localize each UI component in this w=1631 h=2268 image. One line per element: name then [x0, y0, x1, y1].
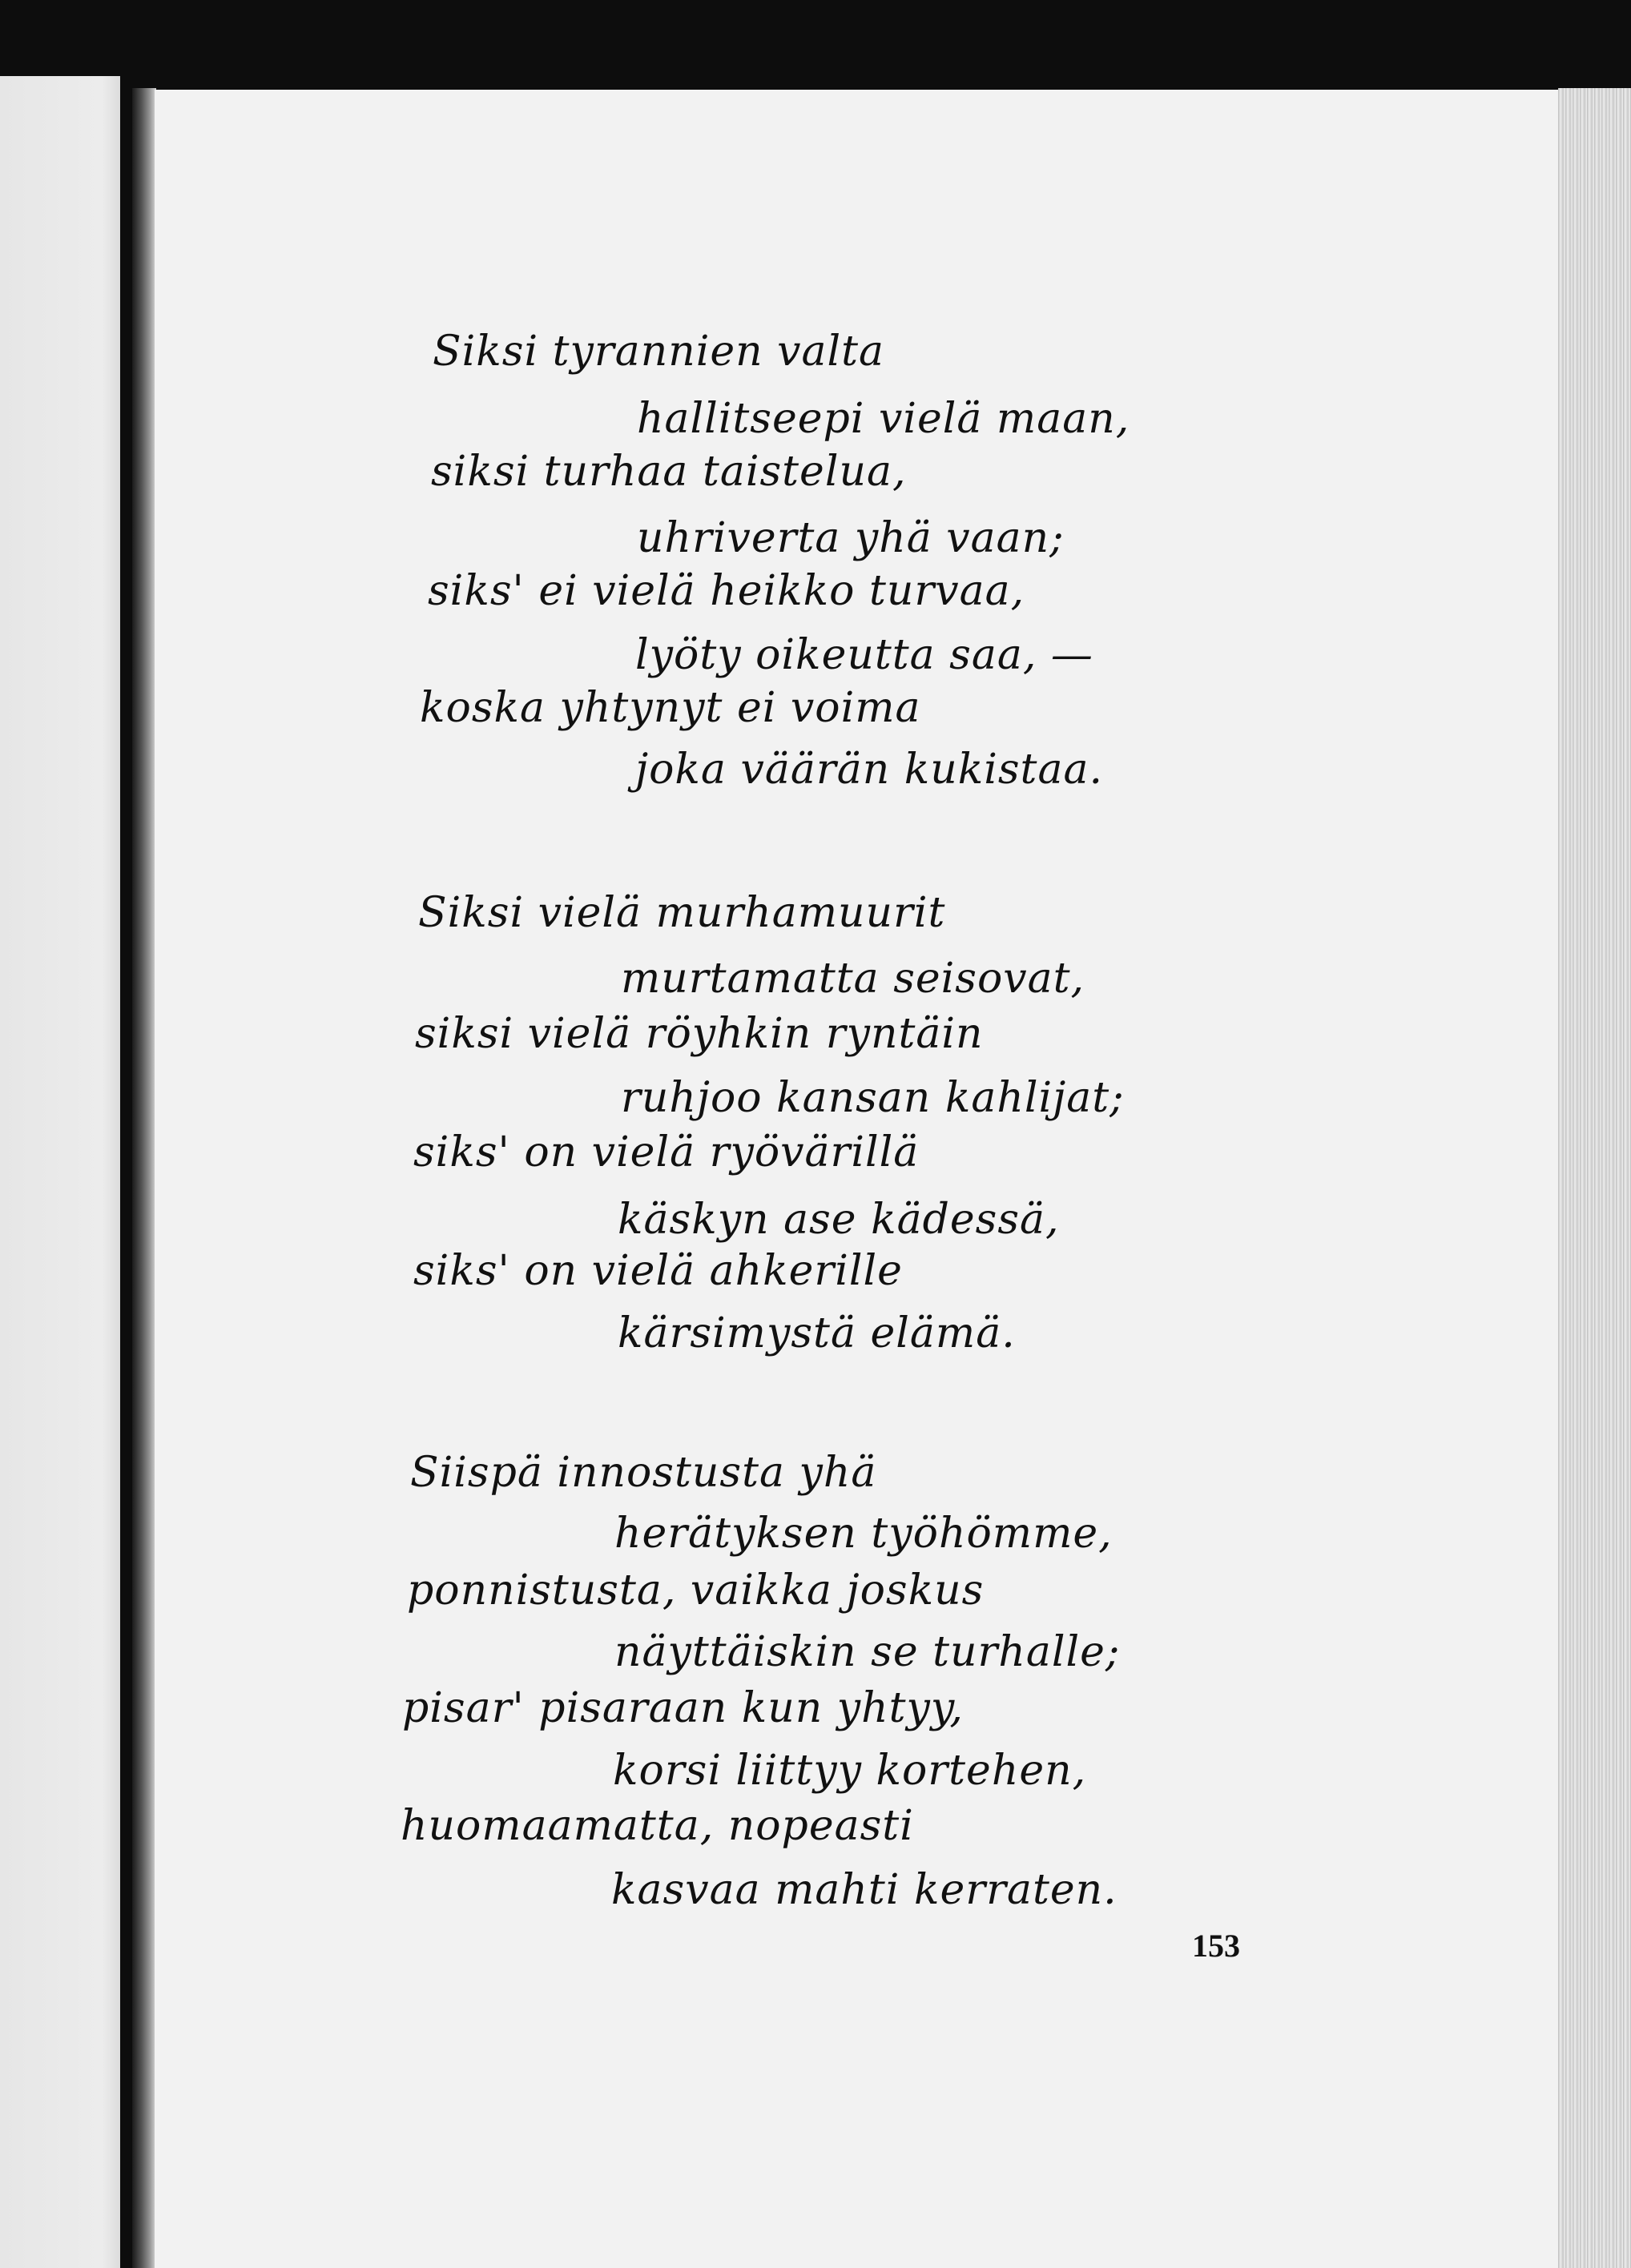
poem-line: kärsimystä elämä. [618, 1309, 1016, 1357]
poem-line: lyöty oikeutta saa, — [635, 631, 1093, 679]
poem-line: siks' on vielä ahkerille [413, 1247, 903, 1295]
poem-line: käskyn ase kädessä, [618, 1196, 1060, 1244]
poem-line: ponnistusta, vaikka joskus [407, 1566, 985, 1615]
poem-line: ruhjoo kansan kahlijat; [621, 1074, 1125, 1122]
poem-line: siks' ei vielä heikko turvaa, [428, 567, 1025, 615]
poem-line: siks' on vielä ryövärillä [413, 1128, 920, 1176]
poem-line: näyttäiskin se turhalle; [614, 1628, 1121, 1676]
poem-line: Siispä innostusta yhä [410, 1449, 877, 1497]
poem-line: Siksi vielä murhamuurit [418, 889, 946, 937]
poem-line: huomaamatta, nopeasti [401, 1802, 914, 1850]
poem-line: koska yhtynyt ei voima [420, 684, 921, 732]
poem-line: murtamatta seisovat, [621, 955, 1085, 1003]
poem-line: joka väärän kukistaa. [635, 746, 1103, 794]
poem-line: siksi turhaa taistelua, [431, 448, 907, 496]
poem-line: uhriverta yhä vaan; [637, 514, 1065, 562]
poem-line: pisar' pisaraan kun yhtyy, [402, 1684, 964, 1732]
poem-line: siksi vielä röyhkin ryntäin [415, 1010, 984, 1058]
page-number: 153 [1192, 1928, 1240, 1964]
poem-line: Siksi tyrannien valta [433, 328, 885, 376]
poem-line: herätyksen työhömme, [614, 1510, 1113, 1558]
poem-line: hallitseepi vielä maan, [637, 395, 1130, 443]
poem-line: kasvaa mahti kerraten. [611, 1866, 1118, 1914]
poem-line: korsi liittyy kortehen, [613, 1747, 1087, 1795]
